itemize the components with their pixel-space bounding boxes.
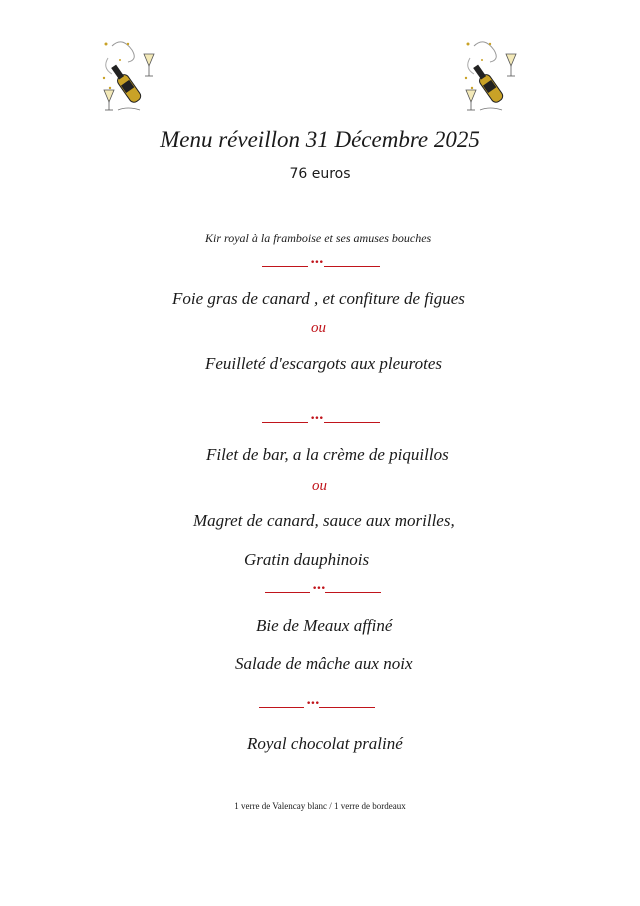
champagne-celebration-icon xyxy=(100,38,168,118)
main-2: Magret de canard, sauce aux morilles, xyxy=(193,511,455,530)
separator-dots: ••• xyxy=(310,414,323,424)
menu-price: 76 euros xyxy=(289,166,351,182)
starter-1: Foie gras de canard , et confiture de figues xyxy=(172,289,465,308)
side-dish: Gratin dauphinois xyxy=(244,550,370,569)
separator xyxy=(262,258,380,268)
cheese-1: Bie de Meaux affiné xyxy=(256,616,393,635)
separator xyxy=(262,414,380,424)
separator xyxy=(259,699,375,709)
dessert: Royal chocolat praliné xyxy=(247,734,403,753)
starter-2: Feuilleté d'escargots aux pleurotes xyxy=(205,354,443,373)
or-1: ou xyxy=(311,320,326,336)
champagne-celebration-icon xyxy=(462,38,530,118)
separator xyxy=(265,584,381,594)
wine-note: 1 verre de Valencay blanc / 1 verre de bordeaux xyxy=(234,801,406,811)
separator-dots: ••• xyxy=(306,699,319,709)
aperitif: Kir royal à la framboise et ses amuses bouches xyxy=(205,231,432,245)
main-1: Filet de bar, a la crème de piquillos xyxy=(206,445,449,464)
menu-title: Menu réveillon 31 Décembre 2025 xyxy=(160,127,480,152)
or-2: ou xyxy=(312,478,327,494)
cheese-2: Salade de mâche aux noix xyxy=(235,654,413,673)
separator-dots: ••• xyxy=(310,258,323,268)
separator-dots: ••• xyxy=(312,584,325,594)
